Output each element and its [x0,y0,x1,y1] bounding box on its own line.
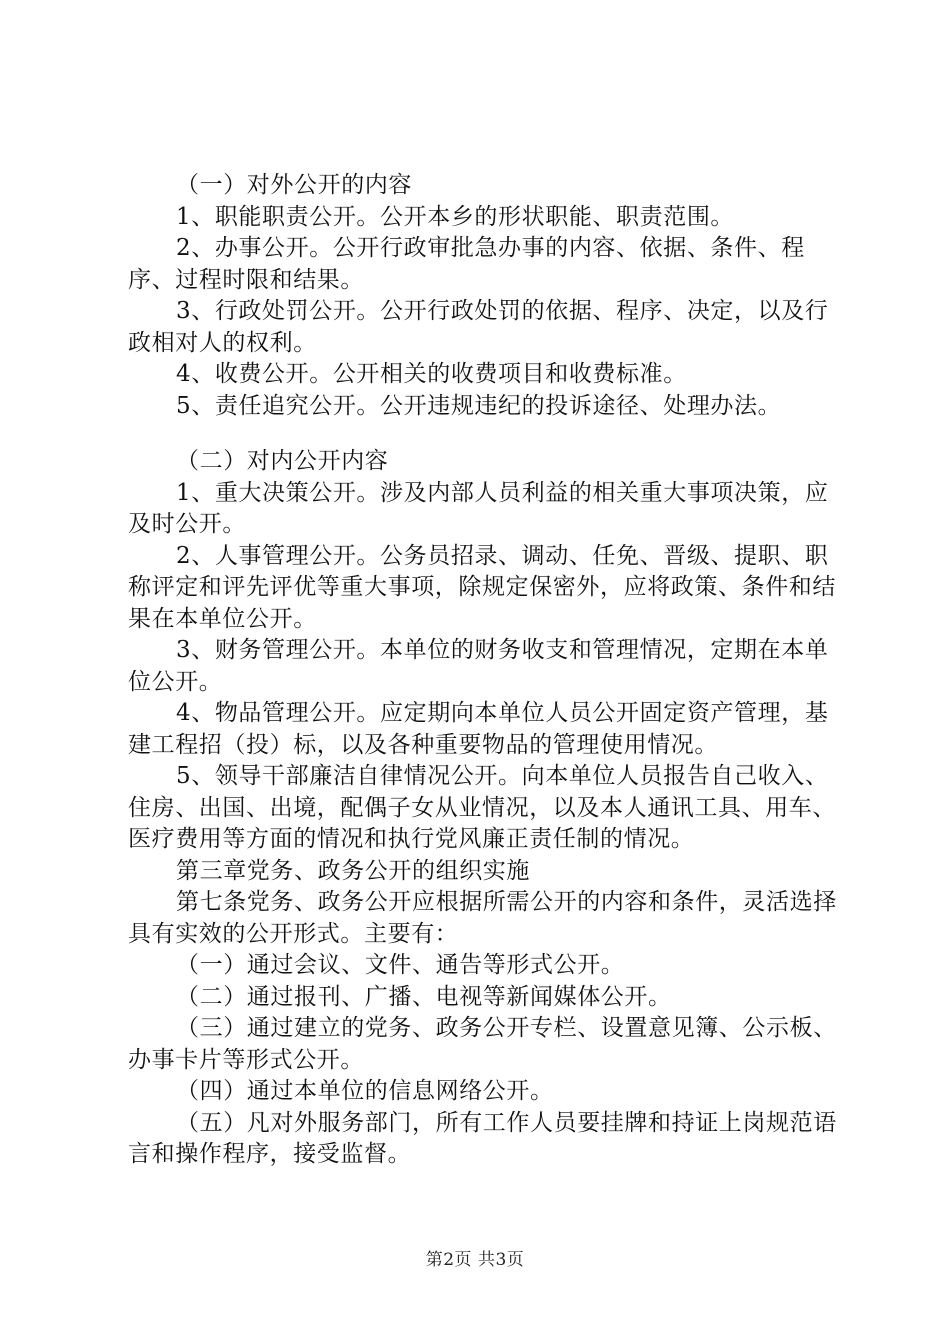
chapter-3-title: 第三章党务、政务公开的组织实施 [176,857,530,884]
internal-item-1: 1、重大决策公开。涉及内部人员利益的相关重大事项决策，应及时公开。 [128,479,829,537]
form-item-4: （四）通过本单位的信息网络公开。 [176,1078,554,1104]
form-item-1: （一）通过会议、文件、通告等形式公开。 [176,952,625,978]
section-gap [128,422,838,446]
internal-item-5: 5、领导干部廉洁自律情况公开。向本单位人员报告自己收入、住房、出国、出境，配偶子女从业情况，以及本人通讯工具、用车、医疗费用等方面的情况和执行党风廉正责任制的情况。 [128,763,836,852]
internal-item-4: 4、物品管理公开。应定期向本单位人员公开固定资产管理，基建工程招（投）标，以及各种重要物品的管理使用情况。 [128,700,829,758]
section-internal-heading: （二）对内公开内容 [176,448,389,474]
external-item-3: 3、行政处罚公开。公开行政处罚的依据、程序、决定，以及行政相对人的权利。 [128,298,829,356]
external-item-1: 1、职能职责公开。公开本乡的形状职能、职责范围。 [176,203,735,230]
page-footer: 第2页 共3页 [425,1250,525,1270]
form-item-3: （三）通过建立的党务、政务公开专栏、设置意见簿、公示板、办事卡片等形式公开。 [128,1015,837,1073]
form-item-5: （五）凡对外服务部门，所有工作人员要挂牌和持证上岗规范语言和操作程序，接受监督。 [128,1109,837,1167]
external-item-4: 4、收费公开。公开相关的收费项目和收费标准。 [176,361,687,387]
article-7: 第七条党务、政务公开应根据所需公开的内容和条件，灵活选择具有实效的公开形式。主要有： [128,889,837,947]
internal-item-3: 3、财务管理公开。本单位的财务收支和管理情况，定期在本单位公开。 [128,637,829,695]
internal-item-2: 2、人事管理公开。公务员招录、调动、任免、晋级、提职、职称评定和评先评优等重大事项，除规定保密外，应将政策、条件和结果在本单位公开。 [128,542,836,632]
section-external-heading: （一）对外公开的内容 [176,172,412,198]
document-body [128,170,838,1171]
external-item-2: 2、办事公开。公开行政审批急办事的内容、依据、条件、程序、过程时限和结果。 [128,235,805,293]
form-item-2: （二）通过报刊、广播、电视等新闻媒体公开。 [176,983,672,1010]
external-item-5: 5、责任追究公开。公开违规违纪的投诉途径、处理办法。 [176,392,782,419]
